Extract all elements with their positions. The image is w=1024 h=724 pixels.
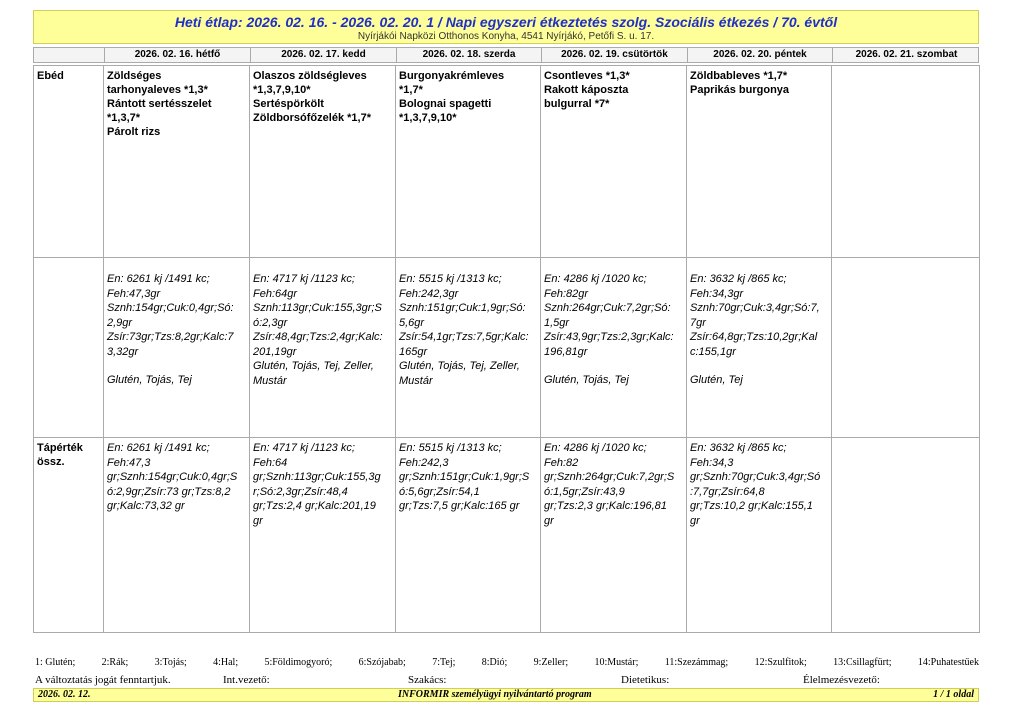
legend-item: 5:Földimogyoró; [264,657,333,668]
total-text: En: 4286 kj /1020 kc; Feh:82 gr;Sznh:264gr;Cuk:7,2gr;S ó:1,5gr;Zsír:43,9 gr;Tzs:2,3 gr;Kalc:196,81 gr [544,442,675,527]
menu-cell-saturday [832,66,980,258]
allergen-text: Glutén, Tojás, Tej [107,374,192,386]
menu-text: Csontleves *1,3* Rakott káposzta bulgurral *7* [544,70,630,110]
nutrition-text: En: 3632 kj /865 kc; Feh:34,3gr Sznh:70gr;Cuk:3,4gr;Só:7, 7gr Zsír:64,8gr;Tzs:10,2gr;Kal c:155,1gr [690,273,820,358]
nutrition-cell-monday [104,258,250,438]
legend-item: 10:Mustár; [594,657,639,668]
legend-item: 4:Hal; [213,657,239,668]
total-cell-thursday [541,438,687,633]
total-row [34,438,980,633]
legend-item: 8:Dió; [481,657,508,668]
menu-cell-thursday [541,66,687,258]
legend-item: 6:Szójabab; [358,657,406,668]
total-text: En: 5515 kj /1313 kc; Feh:242,3 gr;Sznh:151gr;Cuk:1,9gr;S ó:5,6gr;Zsír:54,1 gr;Tzs:7,5 gr;Kalc:165 gr [399,442,530,512]
total-text: En: 6261 kj /1491 kc; Feh:47,3 gr;Sznh:154gr;Cuk:0,4gr;S ó:2,9gr;Zsír:73 gr;Tzs:8,2 gr;Kalc:73,32 gr [107,442,238,512]
menu-cell-monday [104,66,250,258]
menu-cell-wednesday [396,66,541,258]
nutrition-text: En: 4717 kj /1123 kc; Feh:64gr Sznh:113gr;Cuk:155,3gr;S ó:2,3gr Zsír:48,4gr;Tzs:2,4gr;Kalc: 201,19gr [253,273,383,358]
legend-item: 1: Glutén; [35,657,76,668]
kitchen-address: Nyírjákói Napközi Otthonos Konyha, 4541 Nyírjákó, Petőfi S. u. 17. [357,31,655,42]
nutrition-cell-wednesday [396,258,541,438]
menu-cell-friday [687,66,832,258]
total-cell-saturday [832,438,980,633]
menu-cell-tuesday [250,66,396,258]
program-name: INFORMIR személyügyi nyilvántartó program [398,689,592,700]
total-cell-wednesday [396,438,541,633]
legend-item: 3:Tojás; [154,657,187,668]
nutrition-text: En: 5515 kj /1313 kc; Feh:242,3gr Sznh:151gr;Cuk:1,9gr;Só: 5,6gr Zsír:54,1gr;Tzs:7,5gr;Kalc: 165gr [399,273,529,358]
day-header-wednesday: 2026. 02. 18. szerda [396,48,541,62]
menu-title: Heti étlap: 2026. 02. 16. - 2026. 02. 20. 1 / Napi egyszeri étkeztetés szolg. Szociális étkezés / 70. évtől [174,14,838,30]
allergen-text: Glutén, Tojás, Tej, Zeller, Mustár [399,360,520,387]
nutrition-text: En: 6261 kj /1491 kc; Feh:47,3gr Sznh:154gr;Cuk:0,4gr;Só: 2,9gr Zsír:73gr;Tzs:8,2gr;Kalc:7 3,32gr [107,273,234,358]
rights-note: A változtatás jogát fenntartjuk. [35,674,171,686]
menu-text: Zöldséges tarhonyaleves *1,3* Rántott sertésszelet *1,3,7* Párolt rizs [107,70,212,138]
menu-text: Zöldbableves *1,7* Paprikás burgonya [690,70,790,96]
legend-item: 14:Puhatestűek [917,657,979,668]
day-header-friday: 2026. 02. 20. péntek [687,48,832,62]
menu-text: Olaszos zöldségleves *1,3,7,9,10* Sertéspörkölt Zöldborsófőzelék *1,7* [253,70,371,124]
print-date: 2026. 02. 12. [38,689,91,700]
legend-item: 11:Szezámmag; [664,657,729,668]
nutrition-cell-friday [687,258,832,438]
page-number: 1 / 1 oldal [933,689,974,700]
row-label-total: Tápérték össz. [34,438,104,633]
nutrition-cell-saturday [832,258,980,438]
day-header-thursday: 2026. 02. 19. csütörtök [541,48,687,62]
total-text: En: 3632 kj /865 kc; Feh:34,3 gr;Sznh:70gr;Cuk:3,4gr;Só :7,7gr;Zsír:64,8 gr;Tzs:10,2 gr;Kalc:155,1 gr [690,442,821,527]
row-label-empty [34,258,104,438]
total-cell-tuesday [250,438,396,633]
total-cell-friday [687,438,832,633]
allergen-text: Glutén, Tej [690,374,743,386]
legend-item: 2:Rák; [101,657,129,668]
day-header-blank [34,48,104,62]
allergen-legend [35,657,979,668]
day-header-tuesday: 2026. 02. 17. kedd [250,48,396,62]
legend-item: 7:Tej; [432,657,456,668]
footer-bar [33,688,979,702]
legend-item: 13:Csillagfürt; [833,657,892,668]
nutrition-cell-tuesday [250,258,396,438]
szakacs-label: Szakács: [408,674,447,686]
nutrition-row [34,258,980,438]
int-vezeto-label: Int.vezető: [223,674,270,686]
day-header-monday: 2026. 02. 16. hétfő [104,48,250,62]
legend-item: 12:Szulfitok; [754,657,807,668]
nutrition-cell-thursday [541,258,687,438]
allergen-text: Glutén, Tojás, Tej, Zeller, Mustár [253,360,374,387]
allergen-text: Glutén, Tojás, Tej [544,374,629,386]
day-header-row [33,47,979,63]
signature-row [35,674,979,688]
dietetikus-label: Dietetikus: [621,674,670,686]
total-text: En: 4717 kj /1123 kc; Feh:64 gr;Sznh:113gr;Cuk:155,3g r;Só:2,3gr;Zsír:48,4 gr;Tzs:2,4 gr;Kalc:201,19 gr [253,442,381,527]
menu-text: Burgonyakrémleves *1,7* Bolognai spagetti *1,3,7,9,10* [399,70,505,124]
day-header-saturday: 2026. 02. 21. szombat [832,48,980,62]
lunch-row [34,66,980,258]
menu-grid [33,65,980,633]
total-cell-monday [104,438,250,633]
legend-item: 9:Zeller; [533,657,569,668]
menu-header [33,10,979,44]
row-label-lunch: Ebéd [34,66,104,258]
nutrition-text: En: 4286 kj /1020 kc; Feh:82gr Sznh:264gr;Cuk:7,2gr;Só: 1,5gr Zsír:43,9gr;Tzs:2,3gr;Kalc: 196,81gr [544,273,674,358]
elelmezesvezeto-label: Élelmezésvezető: [803,674,880,686]
